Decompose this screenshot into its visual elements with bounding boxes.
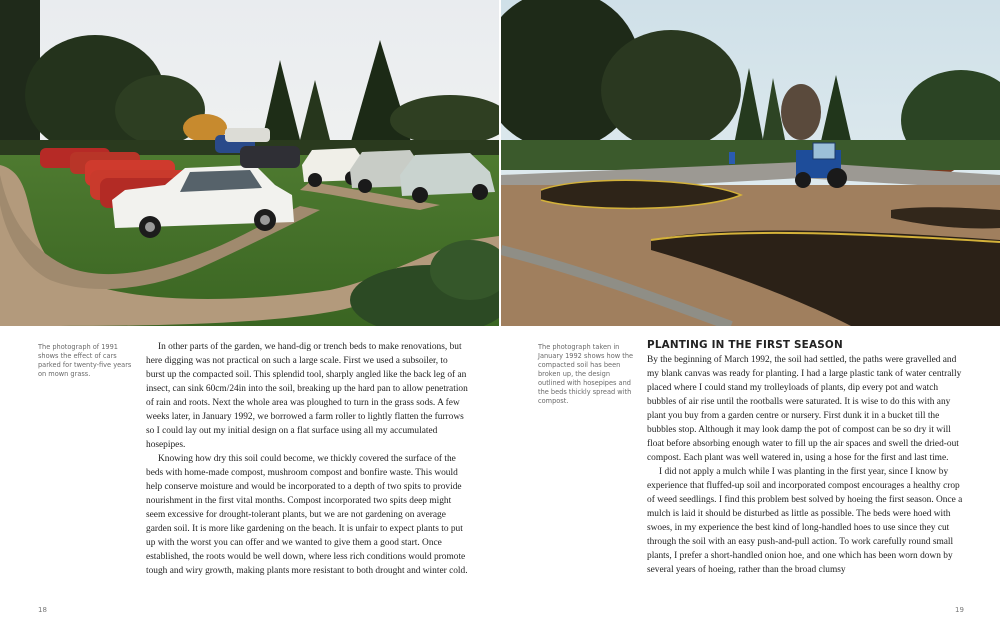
photo-caption-left: The photograph of 1991 shows the effect of cars parked for twenty-five years on mown grass. <box>38 343 132 378</box>
body-text-left <box>146 340 468 578</box>
paragraph: By the beginning of March 1992, the soil had settled, the paths were gravelled and my blank canvas was ready for planting. I had a large plastic tank of water centrally placed where I could stand my trolleyloads of plants, dip every pot and watch bubbles of air rise until the rootballs were saturated. It is wise to do this with any plant you buy from a garden centre or nursery. First dunk it in a bucket till the bubbles stop. Although it may look damp the pot of compost can be so dry it will float before absorbing enough water to fill up the air spaces and swell the dried-out compost. Each plant was well watered in, using a hose for the first and last time. <box>647 355 962 463</box>
page-number-left: 18 <box>38 606 47 614</box>
paragraph: I did not apply a mulch while I was planting in the first year, since I know by experience that fluffed-up soil and incorporated compost encourages a healthy crop of weed seedlings. I find this problem best solved by hoeing the first season. Once a mulch is laid it should be disturbed as little as possible. The beds were hoed with swoes, in my experience the best kind of long-handled hoes to use since they cut through the soil with an easy push-and-pull action. To work carefully round small plants, I prefer a short-handled onion hoe, and one which has been worn down by several years of hoeing, rather than the broad clumsy <box>647 467 963 575</box>
photo-tractor-beds <box>501 0 1000 326</box>
page-number-right: 19 <box>955 606 964 614</box>
section-heading: PLANTING IN THE FIRST SEASON <box>647 339 843 351</box>
photo-tractor-beds-image <box>501 0 1000 326</box>
photo-caption-right: The photograph taken in January 1992 shows how the compacted soil has been broken up, the design outlined with hosepipes and the beds thickly spread with compost. <box>538 343 634 405</box>
photo-parked-cars-image <box>0 0 499 326</box>
paragraph: In other parts of the garden, we hand-dig or trench beds to make renovations, but here digging was not practical on such a large scale. First we used a subsoiler, to burst up the compacted soil. This splendid tool, sharply angled like the back leg of an insect, can sink 60cm/24in into the soil, breaking up the hard pan to allow penetration of rain and roots. Next the whole area was ploughed to turn in the grass sods. A few weeks later, in January 1992, we borrowed a farm roller to lightly flatten the furrows so I could lay out my initial design on a flat surface using all my accumulated hosepipes. <box>146 342 468 450</box>
body-text-right <box>647 353 965 577</box>
photo-parked-cars <box>0 0 499 326</box>
paragraph: Knowing how dry this soil could become, we thickly covered the surface of the beds with home-made compost, mushroom compost and bonfire waste. This would help conserve moisture and would be incorporated to a depth of two spits to provide nourishment in the first vital months. Compost incorporated two spits deep might seem excessive for drought-tolerant plants, but we are not gardening on average garden soil. It is more like gardening on the beach. It is unfair to expect plants to put up with the worst you can offer and we wanted to give them a good start. Once established, the roots would be well down, where less rich conditions would promote tough and wiry growth, making plants more resistant to both drought and winter cold. <box>146 454 468 576</box>
